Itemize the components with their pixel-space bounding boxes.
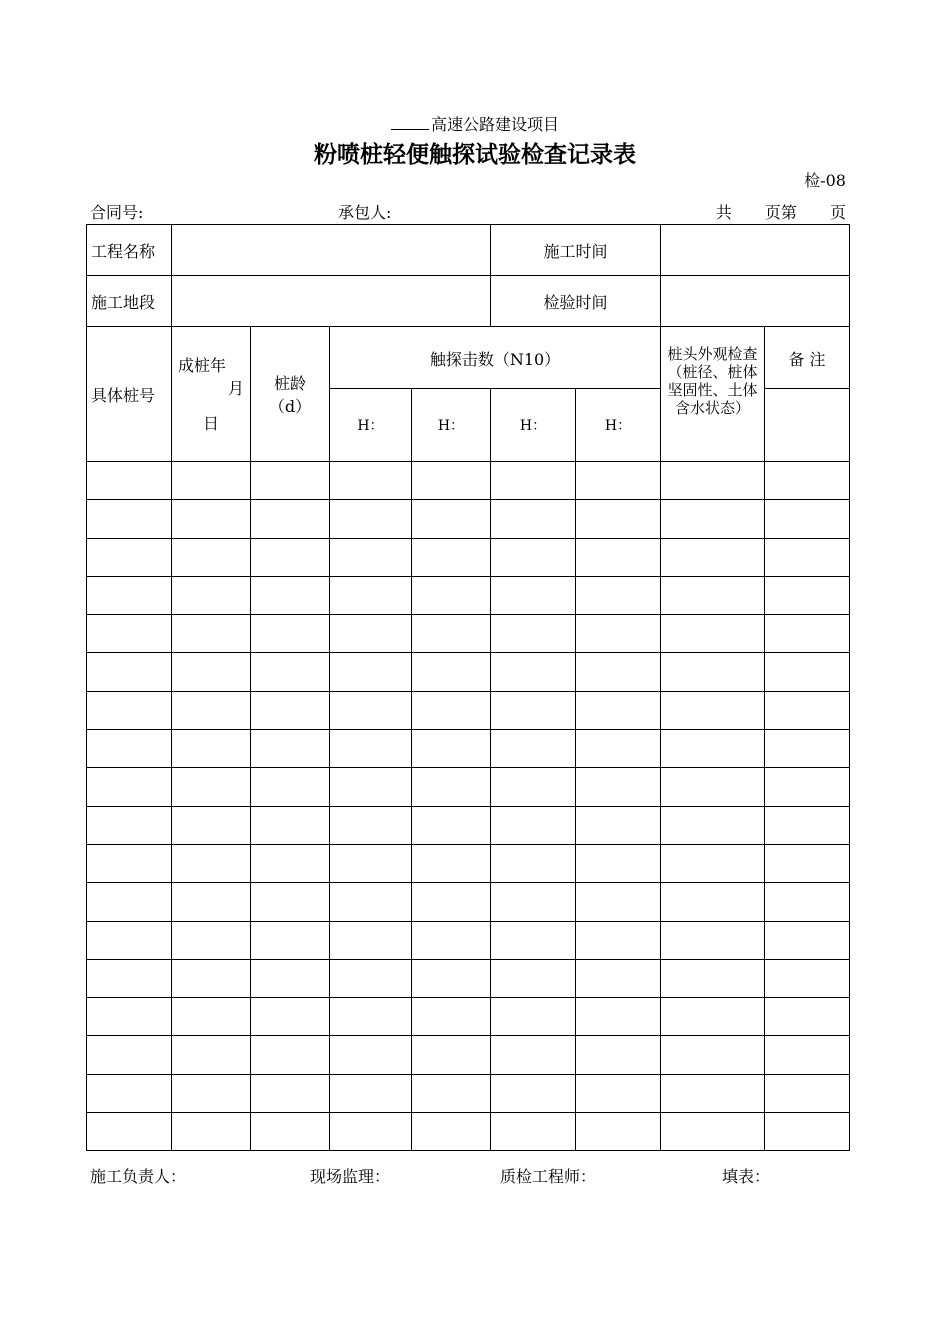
table-cell[interactable] xyxy=(251,959,330,997)
table-cell[interactable] xyxy=(661,921,765,959)
table-cell[interactable] xyxy=(491,538,576,576)
page-current-label: 页第 xyxy=(764,203,797,222)
table-cell[interactable] xyxy=(330,998,412,1036)
table-cell[interactable] xyxy=(661,768,765,806)
table-cell[interactable] xyxy=(661,959,765,997)
table-cell[interactable] xyxy=(330,883,412,921)
table-row xyxy=(87,883,850,921)
table-cell[interactable] xyxy=(491,806,576,844)
table-cell[interactable] xyxy=(330,615,412,653)
table-cell[interactable] xyxy=(412,921,491,959)
table-cell[interactable] xyxy=(251,462,330,500)
table-cell[interactable] xyxy=(251,538,330,576)
table-row xyxy=(87,1074,850,1112)
table-cell[interactable] xyxy=(491,615,576,653)
table-cell[interactable] xyxy=(576,730,661,768)
table-row xyxy=(87,653,850,691)
table-cell[interactable] xyxy=(251,615,330,653)
table-cell[interactable] xyxy=(412,959,491,997)
table-row xyxy=(87,921,850,959)
table-row xyxy=(87,806,850,844)
table-cell[interactable] xyxy=(765,576,850,614)
inspection-time-label: 检验时间 xyxy=(491,276,661,327)
project-name-value[interactable] xyxy=(172,225,491,276)
table-cell[interactable] xyxy=(576,1113,661,1151)
site-supervisor-label: 现场监理： xyxy=(310,1167,391,1186)
table-cell[interactable] xyxy=(765,730,850,768)
table-cell[interactable] xyxy=(765,844,850,882)
table-cell[interactable] xyxy=(87,1036,172,1074)
page-end-label: 页 xyxy=(829,203,846,222)
table-cell[interactable] xyxy=(87,844,172,882)
table-cell[interactable] xyxy=(576,921,661,959)
table-cell[interactable] xyxy=(491,844,576,882)
h-label-1: H： xyxy=(330,389,412,462)
table-row xyxy=(87,576,850,614)
pile-date-line2: 月 xyxy=(227,379,244,398)
table-cell[interactable] xyxy=(87,1074,172,1112)
table-cell[interactable] xyxy=(576,1036,661,1074)
construction-section-value[interactable] xyxy=(172,276,491,327)
table-row xyxy=(87,691,850,729)
table-cell[interactable] xyxy=(87,538,172,576)
table-cell[interactable] xyxy=(330,1113,412,1151)
table-cell[interactable] xyxy=(172,768,251,806)
table-cell[interactable] xyxy=(172,883,251,921)
table-cell[interactable] xyxy=(765,998,850,1036)
table-cell[interactable] xyxy=(576,462,661,500)
table-cell[interactable] xyxy=(661,538,765,576)
table-cell[interactable] xyxy=(576,844,661,882)
table-cell[interactable] xyxy=(330,691,412,729)
table-row xyxy=(87,538,850,576)
table-cell[interactable] xyxy=(576,500,661,538)
table-cell[interactable] xyxy=(765,538,850,576)
table-cell[interactable] xyxy=(87,691,172,729)
table-cell[interactable] xyxy=(491,500,576,538)
table-cell[interactable] xyxy=(87,462,172,500)
construction-lead-label: 施工负责人： xyxy=(90,1167,187,1186)
pile-date-header xyxy=(172,327,251,462)
table-cell[interactable] xyxy=(491,462,576,500)
table-cell[interactable] xyxy=(661,576,765,614)
table-cell[interactable] xyxy=(765,768,850,806)
table-cell[interactable] xyxy=(576,576,661,614)
remarks-header: 备 注 xyxy=(765,327,850,389)
table-cell[interactable] xyxy=(765,921,850,959)
table-cell[interactable] xyxy=(661,615,765,653)
table-cell[interactable] xyxy=(412,768,491,806)
table-row xyxy=(87,500,850,538)
project-subtitle xyxy=(0,112,950,135)
table-cell[interactable] xyxy=(172,538,251,576)
h-label-4: H： xyxy=(576,389,661,462)
table-cell[interactable] xyxy=(412,615,491,653)
table-cell[interactable] xyxy=(330,730,412,768)
info-row-project xyxy=(87,225,850,276)
table-cell[interactable] xyxy=(412,462,491,500)
page-title: 粉喷桩轻便触探试验检查记录表 xyxy=(314,142,636,168)
table-cell[interactable] xyxy=(172,691,251,729)
table-cell[interactable] xyxy=(491,1113,576,1151)
table-cell[interactable] xyxy=(661,1113,765,1151)
appearance-header: 桩头外观检查（桩径、桩体坚固性、土体含水状态） xyxy=(661,327,765,462)
h-label-2: H： xyxy=(412,389,491,462)
table-cell[interactable] xyxy=(491,730,576,768)
table-cell[interactable] xyxy=(330,1036,412,1074)
table-cell[interactable] xyxy=(765,1113,850,1151)
table-cell[interactable] xyxy=(661,462,765,500)
table-cell[interactable] xyxy=(412,691,491,729)
table-cell[interactable] xyxy=(251,1074,330,1112)
inspection-table xyxy=(86,224,850,1151)
table-cell[interactable] xyxy=(87,500,172,538)
table-cell[interactable] xyxy=(251,500,330,538)
table-cell[interactable] xyxy=(330,576,412,614)
table-cell[interactable] xyxy=(172,998,251,1036)
table-cell[interactable] xyxy=(251,653,330,691)
construction-section-label: 施工地段 xyxy=(87,276,172,327)
table-cell[interactable] xyxy=(491,998,576,1036)
table-cell[interactable] xyxy=(765,959,850,997)
inspection-time-value[interactable] xyxy=(661,276,850,327)
table-cell[interactable] xyxy=(491,883,576,921)
table-cell[interactable] xyxy=(491,653,576,691)
table-cell[interactable] xyxy=(576,806,661,844)
table-cell[interactable] xyxy=(765,691,850,729)
table-cell[interactable] xyxy=(491,691,576,729)
table-cell[interactable] xyxy=(87,921,172,959)
pile-age-line2: （d） xyxy=(268,397,312,416)
table-cell[interactable] xyxy=(765,500,850,538)
table-cell[interactable] xyxy=(576,959,661,997)
table-cell[interactable] xyxy=(87,576,172,614)
table-cell[interactable] xyxy=(576,653,661,691)
table-cell[interactable] xyxy=(412,806,491,844)
table-cell[interactable] xyxy=(251,998,330,1036)
table-row xyxy=(87,1036,850,1074)
table-cell[interactable] xyxy=(765,883,850,921)
project-name-label: 工程名称 xyxy=(87,225,172,276)
table-cell[interactable] xyxy=(172,615,251,653)
table-cell[interactable] xyxy=(87,653,172,691)
table-cell[interactable] xyxy=(765,1036,850,1074)
table-cell[interactable] xyxy=(172,806,251,844)
pile-date-line3: 日 xyxy=(202,414,219,433)
table-cell[interactable] xyxy=(412,883,491,921)
project-suffix: 高速公路建设项目 xyxy=(430,115,559,134)
table-cell[interactable] xyxy=(172,1036,251,1074)
table-cell[interactable] xyxy=(765,653,850,691)
table-cell[interactable] xyxy=(412,576,491,614)
table-cell[interactable] xyxy=(491,1036,576,1074)
table-row xyxy=(87,768,850,806)
table-cell[interactable] xyxy=(330,959,412,997)
table-cell[interactable] xyxy=(765,1074,850,1112)
table-cell[interactable] xyxy=(87,730,172,768)
table-cell[interactable] xyxy=(412,730,491,768)
table-cell[interactable] xyxy=(576,883,661,921)
table-cell[interactable] xyxy=(330,921,412,959)
table-cell[interactable] xyxy=(87,768,172,806)
table-cell[interactable] xyxy=(251,1113,330,1151)
table-cell[interactable] xyxy=(87,883,172,921)
table-cell[interactable] xyxy=(661,653,765,691)
project-name-blank xyxy=(391,115,429,130)
table-cell[interactable] xyxy=(491,768,576,806)
table-cell[interactable] xyxy=(661,1036,765,1074)
table-cell[interactable] xyxy=(172,730,251,768)
table-cell[interactable] xyxy=(172,844,251,882)
pile-date-line1: 成桩年 xyxy=(178,356,227,375)
table-cell[interactable] xyxy=(412,538,491,576)
table-cell[interactable] xyxy=(576,768,661,806)
table-row xyxy=(87,998,850,1036)
table-cell[interactable] xyxy=(576,1074,661,1112)
table-cell[interactable] xyxy=(251,691,330,729)
form-number: 检-08 xyxy=(804,171,846,190)
table-cell[interactable] xyxy=(765,462,850,500)
penetration-header: 触探击数（N10） xyxy=(330,327,661,389)
table-cell[interactable] xyxy=(330,844,412,882)
table-row xyxy=(87,462,850,500)
pile-age-line1: 桩龄 xyxy=(273,374,306,393)
table-row xyxy=(87,959,850,997)
table-cell[interactable] xyxy=(576,615,661,653)
pile-age-header xyxy=(251,327,330,462)
table-cell[interactable] xyxy=(491,921,576,959)
table-cell[interactable] xyxy=(412,1113,491,1151)
table-cell[interactable] xyxy=(661,500,765,538)
table-cell[interactable] xyxy=(251,1036,330,1074)
table-cell[interactable] xyxy=(576,538,661,576)
table-cell[interactable] xyxy=(87,615,172,653)
table-cell[interactable] xyxy=(87,998,172,1036)
table-cell[interactable] xyxy=(251,921,330,959)
info-row-section xyxy=(87,276,850,327)
table-cell[interactable] xyxy=(661,844,765,882)
table-cell[interactable] xyxy=(661,1074,765,1112)
h-label-3: H： xyxy=(491,389,576,462)
table-cell[interactable] xyxy=(172,1074,251,1112)
table-cell[interactable] xyxy=(330,462,412,500)
table-row xyxy=(87,615,850,653)
header-row-top xyxy=(87,327,850,389)
table-cell[interactable] xyxy=(491,1074,576,1112)
table-cell[interactable] xyxy=(172,500,251,538)
table-cell[interactable] xyxy=(330,768,412,806)
table-cell[interactable] xyxy=(576,998,661,1036)
table-cell[interactable] xyxy=(172,921,251,959)
table-cell[interactable] xyxy=(412,844,491,882)
table-cell[interactable] xyxy=(87,806,172,844)
filled-by-label: 填表： xyxy=(722,1167,771,1186)
table-cell[interactable] xyxy=(661,806,765,844)
table-cell[interactable] xyxy=(330,806,412,844)
table-cell[interactable] xyxy=(661,730,765,768)
table-cell[interactable] xyxy=(172,462,251,500)
table-cell[interactable] xyxy=(412,653,491,691)
table-cell[interactable] xyxy=(330,1074,412,1112)
table-row xyxy=(87,844,850,882)
table-cell[interactable] xyxy=(576,691,661,729)
table-cell[interactable] xyxy=(412,1036,491,1074)
table-cell[interactable] xyxy=(251,576,330,614)
table-cell[interactable] xyxy=(330,500,412,538)
table-cell[interactable] xyxy=(765,615,850,653)
table-cell[interactable] xyxy=(661,998,765,1036)
table-cell[interactable] xyxy=(412,998,491,1036)
table-cell[interactable] xyxy=(661,691,765,729)
table-cell[interactable] xyxy=(491,959,576,997)
table-cell[interactable] xyxy=(412,500,491,538)
table-cell[interactable] xyxy=(172,959,251,997)
contractor-label: 承包人: xyxy=(338,203,392,222)
qc-engineer-label: 质检工程师： xyxy=(500,1167,597,1186)
table-cell[interactable] xyxy=(87,959,172,997)
table-cell[interactable] xyxy=(251,844,330,882)
table-row xyxy=(87,1113,850,1151)
contract-number-label: 合同号: xyxy=(90,203,144,222)
table-cell[interactable] xyxy=(172,653,251,691)
table-cell[interactable] xyxy=(251,883,330,921)
table-cell[interactable] xyxy=(172,576,251,614)
table-cell[interactable] xyxy=(330,653,412,691)
pile-number-header: 具体桩号 xyxy=(87,327,172,462)
table-cell[interactable] xyxy=(330,538,412,576)
table-cell[interactable] xyxy=(251,730,330,768)
page-count xyxy=(716,200,846,223)
construction-time-label: 施工时间 xyxy=(491,225,661,276)
table-cell[interactable] xyxy=(412,1074,491,1112)
table-cell[interactable] xyxy=(87,1113,172,1151)
remarks-subheader xyxy=(765,389,850,462)
table-cell[interactable] xyxy=(491,576,576,614)
table-cell[interactable] xyxy=(765,806,850,844)
table-cell[interactable] xyxy=(172,1113,251,1151)
table-cell[interactable] xyxy=(251,806,330,844)
construction-time-value[interactable] xyxy=(661,225,850,276)
table-cell[interactable] xyxy=(661,883,765,921)
table-cell[interactable] xyxy=(251,768,330,806)
page-total-label: 共 xyxy=(715,203,732,222)
table-row xyxy=(87,730,850,768)
